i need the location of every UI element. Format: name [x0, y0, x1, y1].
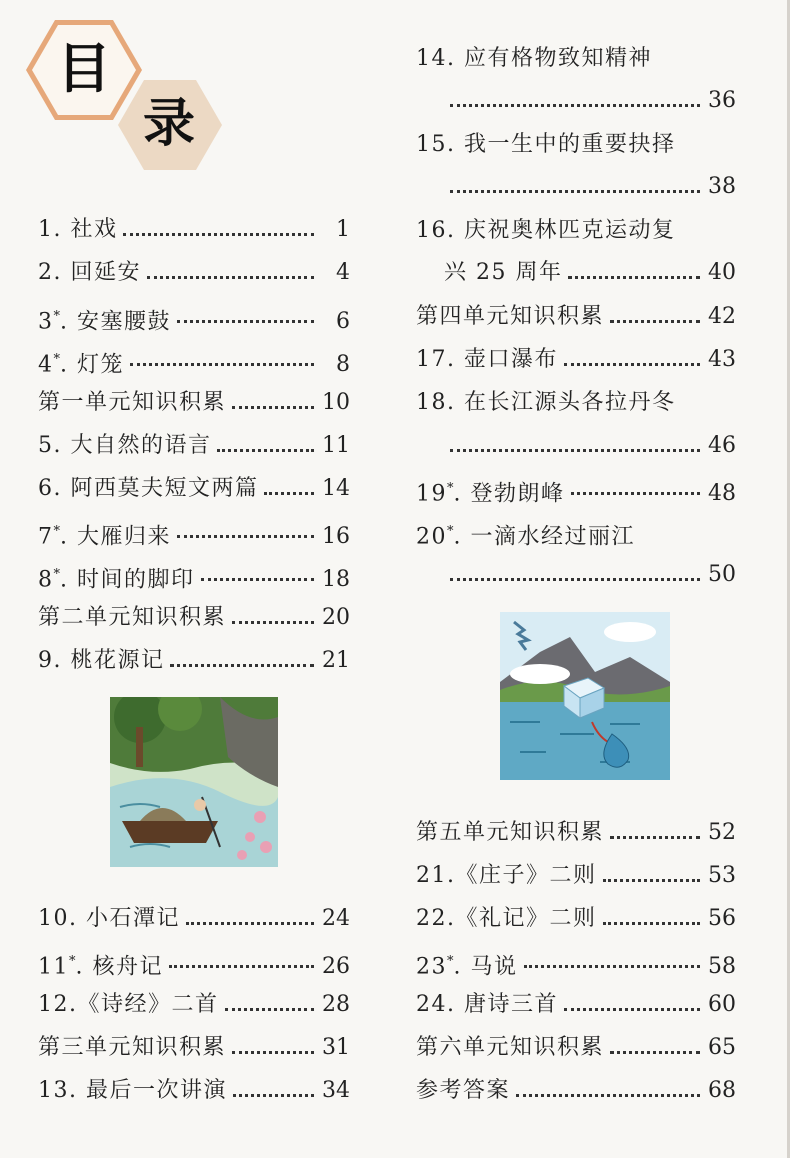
toc-page-number: 10 — [322, 390, 350, 415]
toc-page-number: 40 — [708, 260, 736, 285]
dot-leader — [571, 492, 701, 495]
optional-lesson-star: * — [447, 954, 454, 969]
toc-entry[interactable] — [38, 947, 350, 980]
toc-entry-title: 7*. 大雁归来 — [38, 524, 171, 550]
dot-leader — [201, 578, 315, 581]
toc-entry-title: 11*. 核舟记 — [38, 954, 163, 980]
toc-entry[interactable] — [416, 388, 736, 418]
toc-entry-title: 第五单元知识积累 — [416, 820, 605, 845]
toc-entry-title: 13. 最后一次讲演 — [38, 1078, 227, 1103]
toc-entry[interactable] — [416, 130, 736, 160]
dot-leader — [130, 363, 314, 366]
optional-lesson-star: * — [53, 567, 60, 582]
toc-entry-title: 第二单元知识积累 — [38, 605, 227, 630]
heading-char-lu: 录 — [143, 94, 196, 154]
toc-entry-title: 6. 阿西莫夫短文两篇 — [38, 476, 259, 501]
dot-leader — [450, 578, 700, 581]
dot-leader — [450, 449, 700, 452]
toc-entry-title: 15. 我一生中的重要抉择 — [416, 132, 676, 157]
optional-lesson-star: * — [447, 481, 454, 496]
toc-entry[interactable] — [444, 258, 736, 288]
optional-lesson-star: * — [69, 954, 76, 969]
toc-page-number: 31 — [322, 1035, 350, 1060]
toc-entry[interactable] — [38, 474, 350, 504]
optional-lesson-star: * — [447, 524, 454, 539]
toc-entry[interactable] — [416, 861, 736, 891]
toc-entry[interactable] — [38, 646, 350, 676]
dot-leader — [186, 922, 314, 925]
toc-page-number: 48 — [708, 481, 736, 507]
toc-page-number: 53 — [708, 863, 736, 888]
toc-page-number: 11 — [322, 433, 350, 458]
toc-entry[interactable] — [38, 517, 350, 550]
dot-leader — [232, 406, 314, 409]
toc-entry[interactable] — [38, 431, 350, 461]
heading-char-mu: 目 — [57, 37, 111, 100]
toc-entry[interactable] — [416, 818, 736, 848]
toc-entry[interactable] — [444, 172, 736, 202]
dot-leader — [516, 1094, 700, 1097]
optional-lesson-star: * — [53, 352, 60, 367]
dot-leader — [524, 965, 701, 968]
toc-page-number: 68 — [708, 1078, 736, 1103]
toc-entry-title: 兴 25 周年 — [444, 260, 563, 285]
water-drop-illustration — [500, 612, 670, 780]
dot-leader — [610, 320, 700, 323]
toc-entry-title: 8*. 时间的脚印 — [38, 567, 195, 593]
toc-entry[interactable] — [416, 990, 736, 1020]
dot-leader — [217, 449, 314, 452]
dot-leader — [564, 363, 700, 366]
toc-entry[interactable] — [38, 1033, 350, 1063]
toc-entry-title: 4*. 灯笼 — [38, 352, 124, 378]
toc-entry[interactable] — [38, 603, 350, 633]
toc-page-number: 21 — [322, 648, 350, 673]
toc-page-number: 65 — [708, 1035, 736, 1060]
dot-leader — [603, 922, 701, 925]
toc-page-number: 18 — [322, 567, 350, 593]
dot-leader — [170, 664, 314, 667]
dot-leader — [610, 1051, 700, 1054]
toc-entry-title: 20*. 一滴水经过丽江 — [416, 524, 635, 550]
toc-entry-title: 2. 回延安 — [38, 260, 141, 285]
toc-entry[interactable] — [38, 560, 350, 593]
toc-entry[interactable] — [416, 474, 736, 507]
dot-leader — [225, 1008, 315, 1011]
dot-leader — [123, 233, 314, 236]
optional-lesson-star: * — [53, 524, 60, 539]
toc-page-number: 14 — [322, 476, 350, 501]
toc-entry-title: 9. 桃花源记 — [38, 648, 165, 673]
toc-entry[interactable] — [38, 990, 350, 1020]
toc-entry-title: 第四单元知识积累 — [416, 304, 605, 329]
toc-entry[interactable] — [416, 302, 736, 332]
toc-entry-title: 16. 庆祝奥林匹克运动复 — [416, 218, 676, 243]
toc-entry[interactable] — [416, 904, 736, 934]
toc-entry[interactable] — [416, 216, 736, 246]
dot-leader — [603, 879, 701, 882]
dot-leader — [564, 1008, 700, 1011]
dot-leader — [450, 190, 700, 193]
toc-entry-title: 12.《诗经》二首 — [38, 992, 219, 1017]
toc-page-number: 52 — [708, 820, 736, 845]
toc-entry[interactable] — [416, 44, 736, 74]
toc-entry[interactable] — [38, 302, 350, 335]
dot-leader — [233, 1094, 314, 1097]
toc-page-number: 8 — [336, 352, 350, 378]
toc-entry-title: 第三单元知识积累 — [38, 1035, 227, 1060]
toc-page-number: 38 — [708, 174, 736, 199]
dot-leader — [232, 621, 314, 624]
toc-page-number: 46 — [708, 433, 736, 458]
dot-leader — [169, 965, 314, 968]
toc-entry[interactable] — [416, 345, 736, 375]
toc-entry-title: 参考答案 — [416, 1078, 511, 1103]
toc-entry-title: 23*. 马说 — [416, 954, 518, 980]
toc-entry-title: 18. 在长江源头各拉丹冬 — [416, 390, 676, 415]
river-boat-illustration — [110, 697, 278, 867]
toc-page-number: 50 — [708, 562, 736, 587]
toc-entry-title: 5. 大自然的语言 — [38, 433, 212, 458]
toc-page-number: 28 — [322, 992, 350, 1017]
toc-page-number: 24 — [322, 906, 350, 931]
toc-entry-title: 10. 小石潭记 — [38, 906, 180, 931]
dot-leader — [264, 492, 314, 495]
toc-entry[interactable] — [444, 431, 736, 461]
toc-heading — [26, 20, 216, 160]
dot-leader — [147, 276, 314, 279]
toc-entry[interactable] — [416, 1033, 736, 1063]
toc-entry[interactable] — [416, 1076, 736, 1106]
toc-page-number: 60 — [708, 992, 736, 1017]
toc-page-number: 16 — [322, 524, 350, 550]
toc-entry-title: 17. 壶口瀑布 — [416, 347, 558, 372]
toc-entry[interactable] — [38, 388, 350, 418]
toc-page-number: 34 — [322, 1078, 350, 1103]
toc-page-number: 58 — [708, 954, 736, 980]
toc-page-number: 36 — [708, 88, 736, 113]
toc-page-number: 4 — [336, 260, 350, 285]
toc-entry-title: 第六单元知识积累 — [416, 1035, 605, 1060]
toc-entry-title: 14. 应有格物致知精神 — [416, 46, 652, 71]
toc-entry[interactable] — [444, 560, 736, 590]
toc-entry-title: 24. 唐诗三首 — [416, 992, 558, 1017]
toc-entry-title: 第一单元知识积累 — [38, 390, 227, 415]
dot-leader — [450, 104, 700, 107]
toc-page-number: 26 — [322, 954, 350, 980]
toc-page-number: 43 — [708, 347, 736, 372]
toc-entry[interactable] — [444, 86, 736, 116]
toc-page-number: 42 — [708, 304, 736, 329]
optional-lesson-star: * — [53, 309, 60, 324]
toc-entry[interactable] — [38, 345, 350, 378]
toc-entry[interactable] — [416, 947, 736, 980]
dot-leader — [177, 320, 314, 323]
toc-entry-title: 19*. 登勃朗峰 — [416, 481, 565, 507]
toc-entry[interactable] — [416, 517, 736, 550]
toc-entry-title: 21.《庄子》二则 — [416, 863, 597, 888]
toc-entry[interactable] — [38, 904, 350, 934]
toc-page-number: 1 — [336, 217, 350, 242]
toc-entry[interactable] — [38, 215, 350, 245]
dot-leader — [568, 276, 700, 279]
dot-leader — [610, 836, 700, 839]
dot-leader — [232, 1051, 314, 1054]
toc-entry-title: 1. 社戏 — [38, 217, 118, 242]
toc-entry[interactable] — [38, 258, 350, 288]
toc-page-number: 56 — [708, 906, 736, 931]
toc-entry-title: 22.《礼记》二则 — [416, 906, 597, 931]
toc-entry[interactable] — [38, 1076, 350, 1106]
toc-entry-title: 3*. 安塞腰鼓 — [38, 309, 171, 335]
toc-page-number: 6 — [336, 309, 350, 335]
toc-page-number: 20 — [322, 605, 350, 630]
dot-leader — [177, 535, 314, 538]
